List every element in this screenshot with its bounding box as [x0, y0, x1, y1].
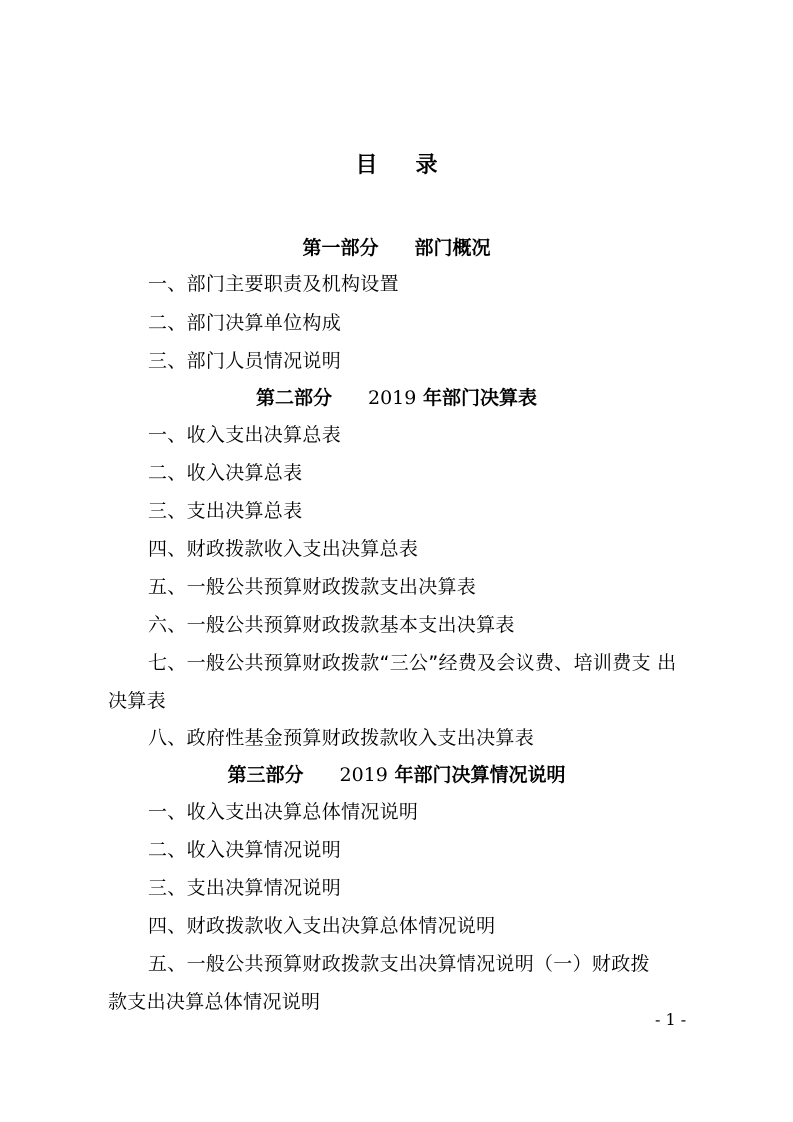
part1-name: 部门概况: [414, 237, 491, 259]
toc-item-continuation[interactable]: 款支出决算总体情况说明: [108, 991, 321, 1013]
toc-title-right: 录: [415, 153, 438, 178]
toc-item[interactable]: 四、财政拨款收入支出决算总表: [148, 538, 419, 560]
part3-year: 2019: [339, 764, 388, 786]
part3-label: 第三部分: [227, 764, 304, 786]
part2-year: 2019: [368, 387, 417, 409]
toc-item[interactable]: 六、一般公共预算财政拨款基本支出决算表: [148, 614, 515, 636]
toc-item[interactable]: 二、部门决算单位构成: [148, 312, 342, 334]
toc-item[interactable]: 一、收入支出决算总体情况说明: [148, 801, 419, 823]
toc-item[interactable]: 一、收入支出决算总表: [148, 424, 342, 446]
toc-item[interactable]: 三、部门人员情况说明: [148, 350, 342, 372]
part1-label: 第一部分: [302, 237, 379, 259]
toc-item[interactable]: 五、一般公共预算财政拨款支出决算表: [148, 576, 477, 598]
toc-item[interactable]: 四、财政拨款收入支出决算总体情况说明: [148, 915, 496, 937]
toc-item[interactable]: 三、支出决算情况说明: [148, 877, 342, 899]
toc-item[interactable]: 三、支出决算总表: [148, 500, 303, 522]
toc-title: [0, 148, 793, 179]
part1-heading: [0, 233, 793, 260]
toc-item[interactable]: 一、部门主要职责及机构设置: [148, 273, 399, 295]
part2-name: 年部门决算表: [422, 387, 537, 409]
toc-item[interactable]: 五、一般公共预算财政拨款支出决算情况说明（一）财政拨: [148, 953, 650, 975]
toc-item[interactable]: 七、一般公共预算财政拨款“三公”经费及会议费、培训费支 出: [148, 652, 677, 674]
part3-heading: [0, 760, 793, 787]
part2-label: 第二部分: [255, 387, 332, 409]
toc-title-left: 目: [355, 153, 378, 178]
toc-item[interactable]: 二、收入决算情况说明: [148, 839, 342, 861]
page-number: - 1 -: [655, 1010, 687, 1029]
toc-item-continuation[interactable]: 决算表: [108, 690, 166, 712]
toc-item[interactable]: 二、收入决算总表: [148, 462, 303, 484]
part3-name: 年部门决算情况说明: [394, 764, 566, 786]
toc-item[interactable]: 八、政府性基金预算财政拨款收入支出决算表: [148, 727, 535, 749]
part2-heading: [0, 383, 793, 410]
